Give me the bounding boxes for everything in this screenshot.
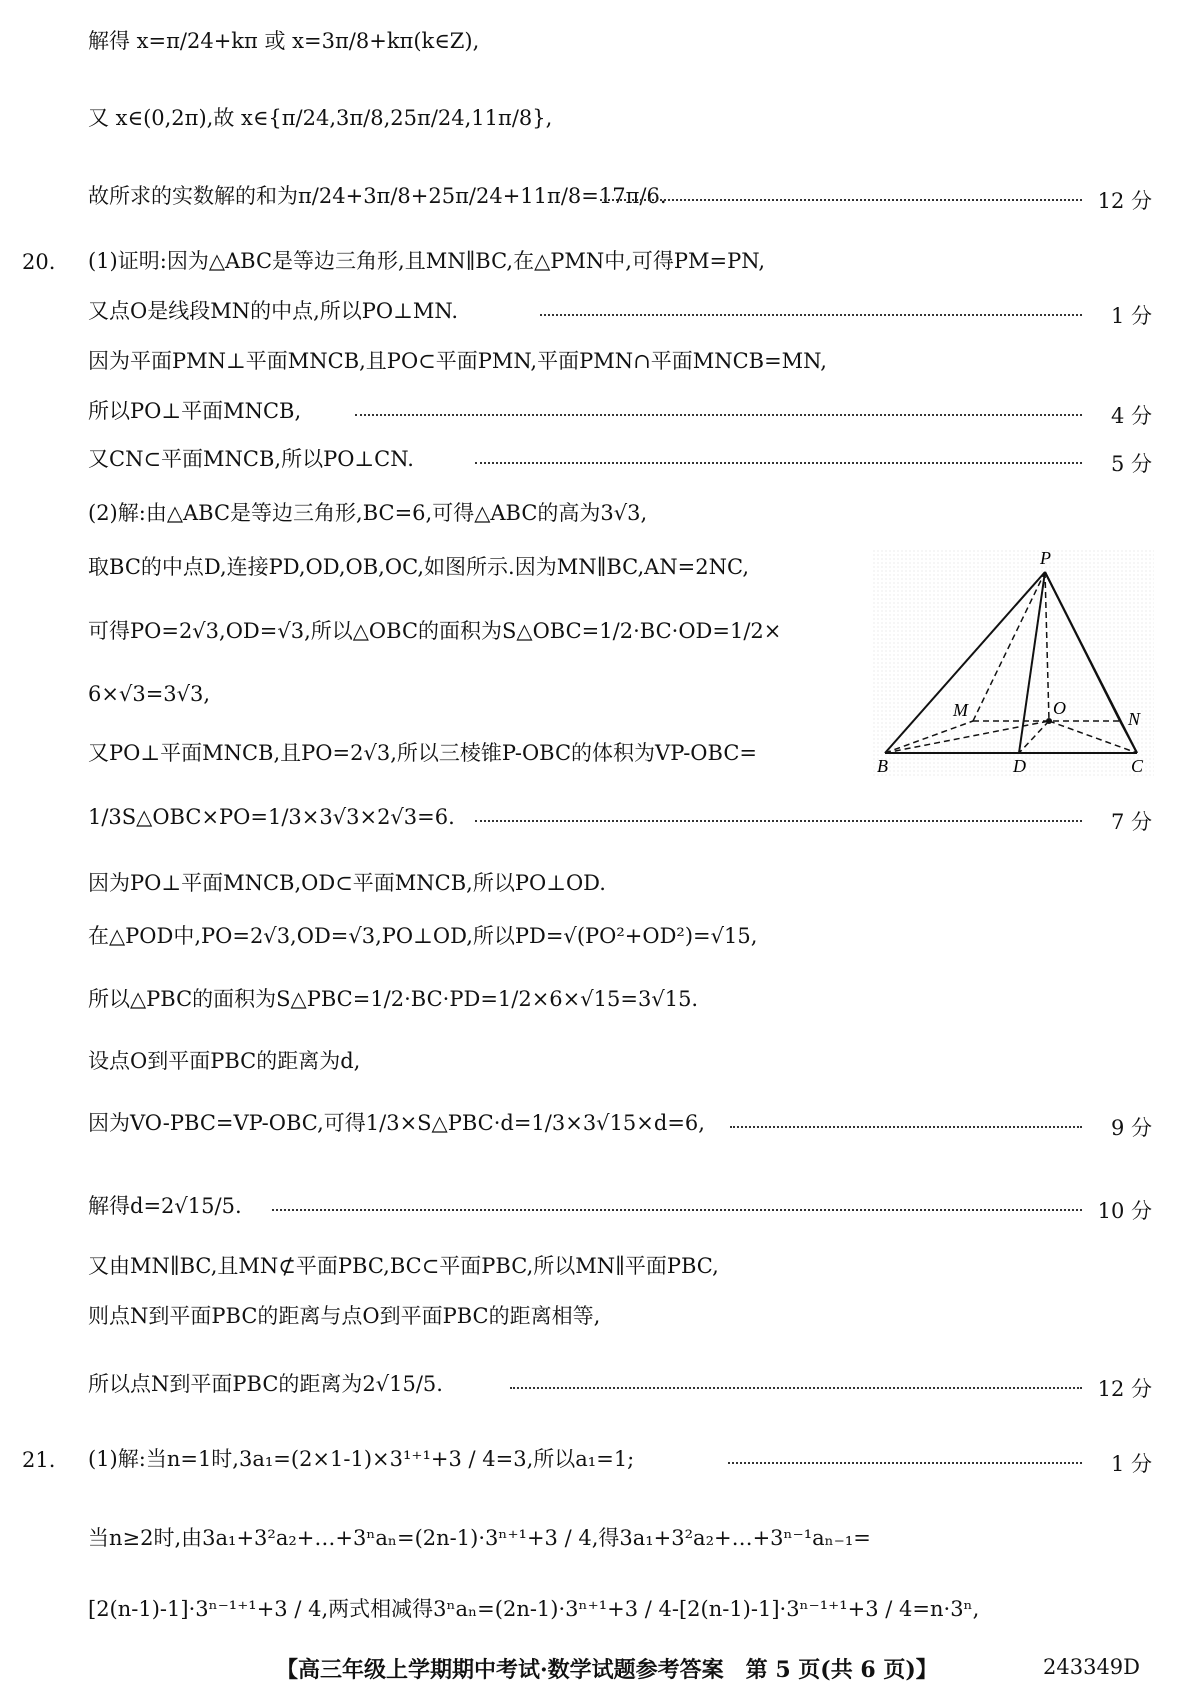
solution-line: 因为平面PMN⊥平面MNCB,且PO⊂平面PMN,平面PMN∩平面MNCB=MN,: [88, 349, 827, 373]
solution-line: 当n≥2时,由3a₁+3²a₂+…+3ⁿaₙ=(2n-1)·3ⁿ⁺¹+3 / 4,得3a₁+3²a₂+…+3ⁿ⁻¹aₙ₋₁=: [88, 1526, 871, 1550]
solution-line: 故所求的实数解的和为π/24+3π/8+25π/24+11π/8=17π/6.: [88, 184, 667, 208]
solution-line: 设点O到平面PBC的距离为d,: [88, 1049, 361, 1073]
score-leader-dots: [272, 1209, 1082, 1211]
score-mark: 9 分: [1110, 1116, 1152, 1140]
score-mark: 10 分: [1097, 1199, 1152, 1223]
solution-line: 解得 x=π/24+kπ 或 x=3π/8+kπ(k∈Z),: [88, 29, 480, 53]
score-leader-dots: [355, 414, 1082, 416]
score-mark: 1 分: [1110, 1452, 1152, 1476]
solution-line: 所以PO⊥平面MNCB,: [88, 399, 302, 423]
solution-line: (1)证明:因为△ABC是等边三角形,且MN∥BC,在△PMN中,可得PM=PN,: [88, 249, 765, 273]
solution-line: 6×√3=3√3,: [88, 682, 211, 706]
problem-number: 21.: [22, 1448, 56, 1472]
solution-line: 所以△PBC的面积为S△PBC=1/2·BC·PD=1/2×6×√15=3√15.: [88, 987, 699, 1011]
pyramid-figure: [873, 550, 1154, 776]
solution-line: 在△POD中,PO=2√3,OD=√3,PO⊥OD,所以PD=√(PO²+OD²)=√15,: [88, 924, 758, 948]
solution-line: 因为VO-PBC=VP-OBC,可得1/3×S△PBC·d=1/3×3√15×d=6,: [88, 1111, 705, 1135]
problem-number: 20.: [22, 250, 56, 274]
solution-line: 又由MN∥BC,且MN⊄平面PBC,BC⊂平面PBC,所以MN∥平面PBC,: [88, 1254, 719, 1278]
score-mark: 12 分: [1097, 189, 1152, 213]
solution-line: 又CN⊂平面MNCB,所以PO⊥CN.: [88, 447, 414, 471]
score-leader-dots: [510, 1387, 1082, 1389]
label-n: N: [1128, 709, 1141, 729]
solution-line: 又点O是线段MN的中点,所以PO⊥MN.: [88, 299, 459, 323]
score-leader-dots: [475, 462, 1082, 464]
solution-line: 又 x∈(0,2π),故 x∈{π/24,3π/8,25π/24,11π/8},: [88, 106, 553, 130]
score-leader-dots: [728, 1462, 1082, 1464]
score-mark: 12 分: [1097, 1377, 1152, 1401]
solution-line: [2(n-1)-1]·3ⁿ⁻¹⁺¹+3 / 4,两式相减得3ⁿaₙ=(2n-1)·3ⁿ⁺¹+3 / 4-[2(n-1)-1]·3ⁿ⁻¹⁺¹+3 / 4=n·3ⁿ,: [88, 1597, 980, 1621]
label-m: M: [953, 700, 968, 720]
score-mark: 7 分: [1110, 810, 1152, 834]
label-d: D: [1013, 756, 1026, 776]
score-mark: 4 分: [1110, 404, 1152, 428]
score-leader-dots: [600, 199, 1082, 201]
score-leader-dots: [540, 314, 1082, 316]
score-leader-dots: [730, 1126, 1082, 1128]
footer-code: 243349D: [1043, 1655, 1141, 1679]
footer-title: 【高三年级上学期期中考试·数学试题参考答案 第 5 页(共 6 页)】: [276, 1657, 938, 1683]
solution-line: 所以点N到平面PBC的距离为2√15/5.: [88, 1372, 443, 1396]
score-mark: 1 分: [1110, 304, 1152, 328]
label-b: B: [877, 756, 888, 776]
solution-line: 1/3S△OBC×PO=1/3×3√3×2√3=6.: [88, 805, 455, 829]
solution-line: 可得PO=2√3,OD=√3,所以△OBC的面积为S△OBC=1/2·BC·OD=1/2×: [88, 619, 782, 643]
label-o: O: [1053, 698, 1066, 718]
label-p: P: [1040, 550, 1051, 568]
label-c: C: [1131, 756, 1144, 776]
score-leader-dots: [475, 820, 1082, 822]
solution-line: 取BC的中点D,连接PD,OD,OB,OC,如图所示.因为MN∥BC,AN=2NC,: [88, 555, 749, 579]
solution-line: (1)解:当n=1时,3a₁=(2×1-1)×3¹⁺¹+3 / 4=3,所以a₁=1;: [88, 1447, 635, 1471]
solution-line: 则点N到平面PBC的距离与点O到平面PBC的距离相等,: [88, 1304, 601, 1328]
score-mark: 5 分: [1110, 452, 1152, 476]
solution-line: 又PO⊥平面MNCB,且PO=2√3,所以三棱锥P-OBC的体积为VP-OBC=: [88, 741, 757, 765]
solution-line: 因为PO⊥平面MNCB,OD⊂平面MNCB,所以PO⊥OD.: [88, 871, 606, 895]
solution-line: 解得d=2√15/5.: [88, 1194, 242, 1218]
solution-line: (2)解:由△ABC是等边三角形,BC=6,可得△ABC的高为3√3,: [88, 501, 648, 525]
point-o: [1046, 718, 1052, 724]
